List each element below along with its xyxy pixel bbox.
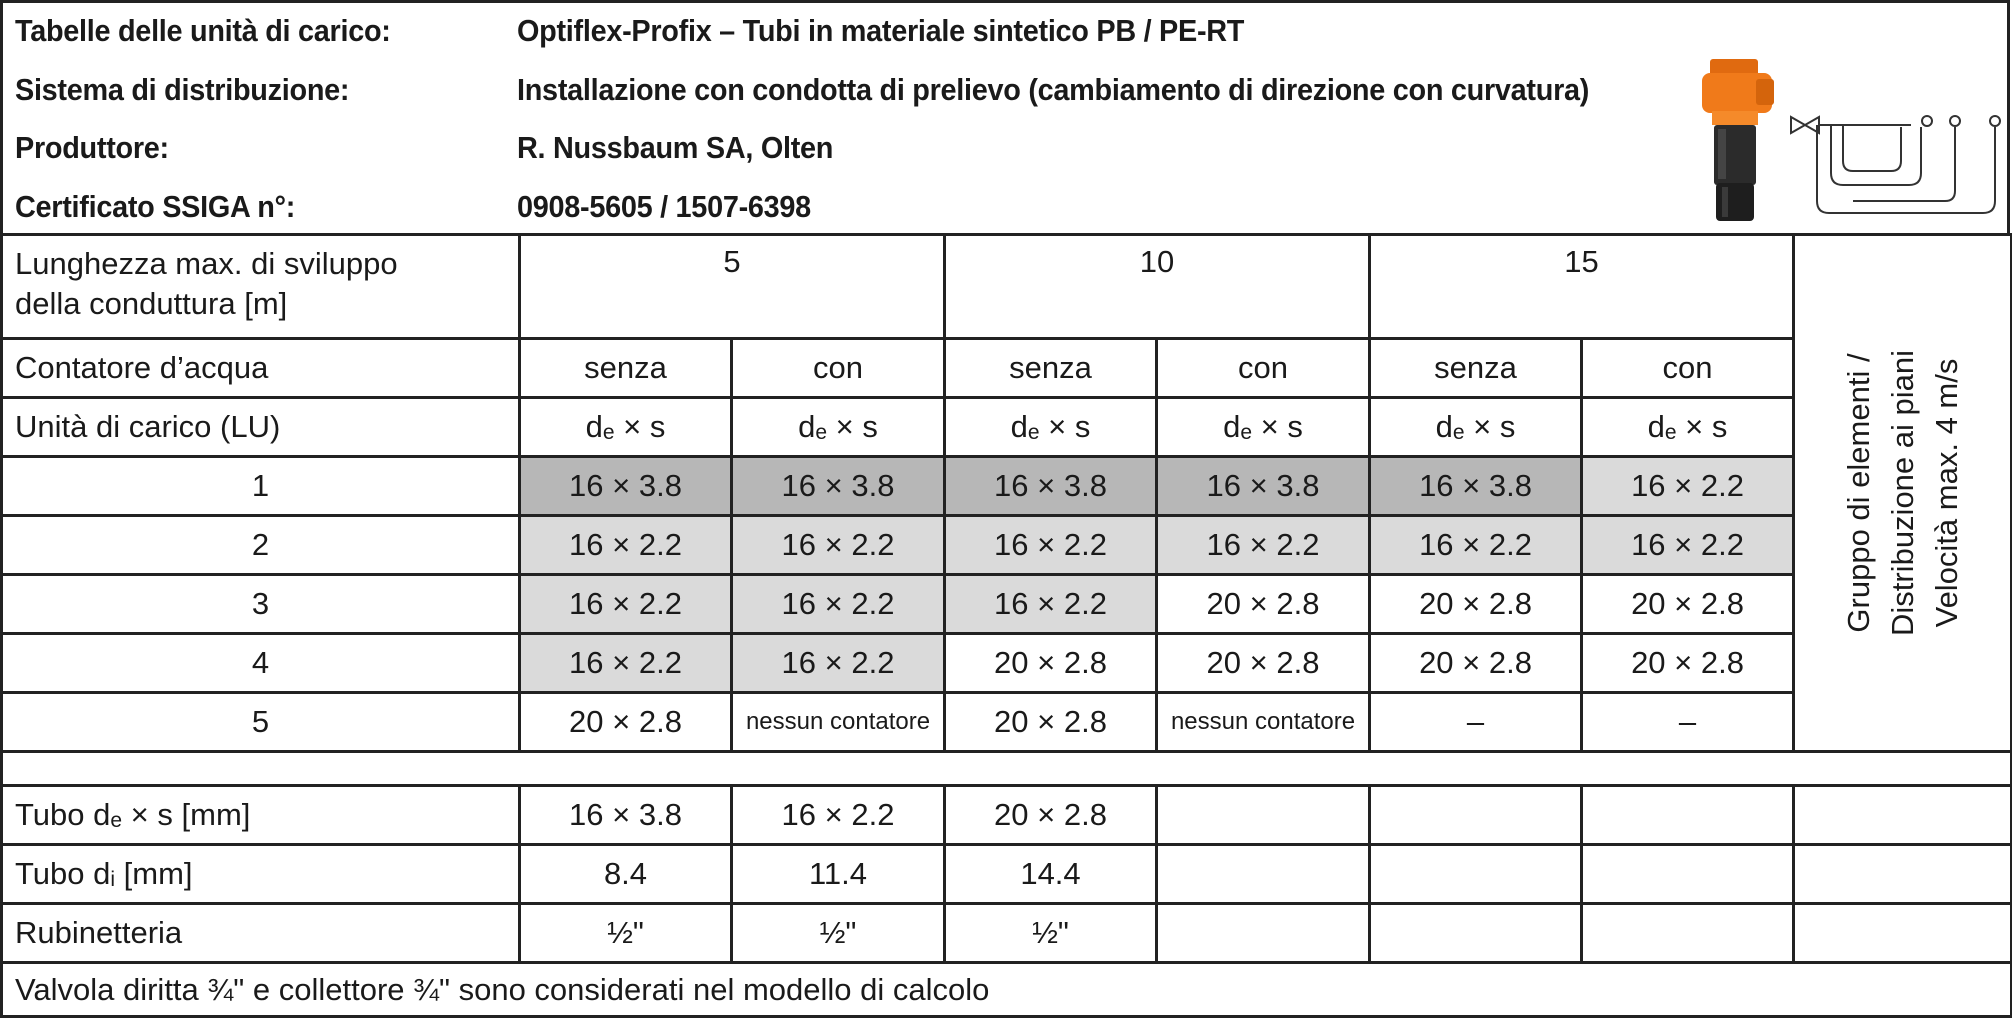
- meter-label: Contatore d’acqua: [2, 339, 520, 398]
- empty-cell: [1370, 845, 1582, 904]
- lu-value: 3: [2, 575, 520, 634]
- footnote: Valvola diritta ¾" e collettore ¾" sono considerati nel modello di calcolo: [2, 963, 2012, 1017]
- dim-symbol-rest: × s: [1039, 409, 1091, 444]
- pipe-outer-value: 20 × 2.8: [945, 786, 1157, 845]
- dimension-cell: 16 × 2.2: [732, 634, 945, 693]
- length-row: [2, 235, 2012, 339]
- dim-symbol: [1582, 398, 1794, 457]
- dimension-cell: 16 × 2.2: [945, 516, 1157, 575]
- empty-cell: [1370, 904, 1582, 963]
- pipe-routing-schematic-icon: [1783, 113, 2012, 223]
- optiflex-fitting-icon: [1696, 59, 1776, 223]
- header-label-certificate: Certificato SSIGA n°:: [15, 189, 296, 224]
- lu-value: 4: [2, 634, 520, 693]
- fittings-value: ½": [520, 904, 732, 963]
- dim-symbol-d: d: [1010, 409, 1028, 444]
- lu-value: 2: [2, 516, 520, 575]
- dimension-cell: 16 × 2.2: [732, 516, 945, 575]
- fittings-label: Rubinetteria: [2, 904, 520, 963]
- dimension-cell: 16 × 2.2: [945, 575, 1157, 634]
- pipe-inner-value: 14.4: [945, 845, 1157, 904]
- dim-symbol-rest: × s: [827, 409, 878, 444]
- pipe-inner-row: [2, 845, 2012, 904]
- dim-symbol: [1157, 398, 1370, 457]
- empty-cell: [1157, 904, 1370, 963]
- dim-symbol-rest: × s: [1252, 409, 1303, 444]
- pipe-outer-value: 16 × 3.8: [520, 786, 732, 845]
- empty-cell: [1794, 845, 2012, 904]
- dimension-cell: 20 × 2.8: [520, 693, 732, 752]
- dimension-cell: 16 × 2.2: [520, 575, 732, 634]
- dimension-cell: 20 × 2.8: [1582, 575, 1794, 634]
- lu-label: Unità di carico (LU): [2, 398, 520, 457]
- dimension-cell: –: [1582, 693, 1794, 752]
- dimension-cell: 16 × 3.8: [1157, 457, 1370, 516]
- length-10: 10: [945, 235, 1370, 339]
- dimension-cell: 16 × 3.8: [732, 457, 945, 516]
- dim-symbol: [945, 398, 1157, 457]
- footnote-row: [2, 963, 2012, 1017]
- dim-symbol-sub: e: [815, 421, 828, 444]
- meter-option: con: [1157, 339, 1370, 398]
- header-block: [0, 0, 2010, 236]
- empty-cell: [1582, 845, 1794, 904]
- table-row: [2, 516, 2012, 575]
- length-label: Lunghezza max. di sviluppo della conduttura [m]: [2, 235, 520, 339]
- length-15: 15: [1370, 235, 1794, 339]
- dim-symbol-d: d: [1435, 409, 1453, 444]
- dimension-cell: 16 × 3.8: [520, 457, 732, 516]
- empty-cell: [1157, 845, 1370, 904]
- side-header-line-1: Gruppo di elementi /: [1840, 353, 1876, 633]
- side-header-line-3: Velocità max. 4 m/s: [1928, 358, 1964, 628]
- table-row: [2, 693, 2012, 752]
- header-label-manufacturer: Produttore:: [15, 130, 169, 165]
- meter-option: senza: [520, 339, 732, 398]
- length-5: 5: [520, 235, 945, 339]
- dim-symbol-sub: e: [602, 421, 615, 444]
- spacer-row: [2, 752, 2012, 786]
- dimension-cell: 16 × 3.8: [1370, 457, 1582, 516]
- empty-cell: [1370, 786, 1582, 845]
- dimension-cell: 16 × 2.2: [732, 575, 945, 634]
- header-label-system: Sistema di distribuzione:: [15, 72, 350, 107]
- dimension-cell: 20 × 2.8: [1157, 575, 1370, 634]
- dimension-cell: 16 × 3.8: [945, 457, 1157, 516]
- header-value-certificate: 0908-5605 / 1507-6398: [517, 189, 811, 224]
- dim-symbol-sub: e: [1452, 421, 1465, 444]
- empty-cell: [1794, 786, 2012, 845]
- pipe-inner-value: 11.4: [732, 845, 945, 904]
- header-value-system: Installazione con condotta di prelievo (cambiamento di direzione con curvatura): [517, 72, 1590, 107]
- dimension-cell: –: [1370, 693, 1582, 752]
- fittings-row: [2, 904, 2012, 963]
- fittings-value: ½": [945, 904, 1157, 963]
- load-unit-table: [0, 233, 2012, 1018]
- side-header: [1794, 235, 2012, 752]
- dimension-cell: 20 × 2.8: [1157, 634, 1370, 693]
- dimension-cell: 20 × 2.8: [1370, 634, 1582, 693]
- side-header-line-2: Distribuzione ai piani: [1884, 349, 1920, 637]
- dimension-cell: 16 × 2.2: [1582, 457, 1794, 516]
- pipe-inner-value: 8.4: [520, 845, 732, 904]
- spacer-cell: [2, 752, 2012, 786]
- table-row: [2, 457, 2012, 516]
- dim-symbol-d: d: [1223, 409, 1241, 444]
- dimension-cell: 16 × 2.2: [1582, 516, 1794, 575]
- empty-cell: [1582, 904, 1794, 963]
- meter-row: [2, 339, 2012, 398]
- pipe-outer-value: 16 × 2.2: [732, 786, 945, 845]
- header-value-table: Optiflex-Profix – Tubi in materiale sintetico PB / PE-RT: [517, 13, 1245, 48]
- dimension-cell: 16 × 2.2: [1157, 516, 1370, 575]
- dim-symbol-rest: × s: [1676, 409, 1728, 444]
- pipe-inner-label: Tubo $d_i$ [mm]: [2, 845, 520, 904]
- table-row: [2, 634, 2012, 693]
- dimension-cell: 16 × 2.2: [1370, 516, 1582, 575]
- dimension-cell: 20 × 2.8: [945, 693, 1157, 752]
- dim-symbol-sub: e: [1664, 421, 1677, 444]
- table-row: [2, 575, 2012, 634]
- dimension-cell: nessun contatore: [1157, 693, 1370, 752]
- empty-cell: [1794, 904, 2012, 963]
- meter-option: senza: [1370, 339, 1582, 398]
- fittings-value: ½": [732, 904, 945, 963]
- meter-option: con: [1582, 339, 1794, 398]
- pipe-outer-row: [2, 786, 2012, 845]
- dim-symbol-d: d: [798, 409, 816, 444]
- empty-cell: [1582, 786, 1794, 845]
- header-label-table: Tabelle delle unità di carico:: [15, 13, 391, 48]
- dim-symbol: [1370, 398, 1582, 457]
- meter-option: senza: [945, 339, 1157, 398]
- dimension-cell: 20 × 2.8: [1370, 575, 1582, 634]
- pipe-outer-label: Tubo $d_e \times s$ [mm]: [2, 786, 520, 845]
- dim-symbol-rest: × s: [614, 409, 666, 444]
- dimension-cell: 16 × 2.2: [520, 516, 732, 575]
- lu-header-row: [2, 398, 2012, 457]
- empty-cell: [1157, 786, 1370, 845]
- dim-symbol: [732, 398, 945, 457]
- dim-symbol-rest: × s: [1464, 409, 1516, 444]
- dim-symbol: [520, 398, 732, 457]
- lu-value: 1: [2, 457, 520, 516]
- dim-symbol-sub: e: [1240, 421, 1253, 444]
- dim-symbol-d: d: [585, 409, 603, 444]
- dim-symbol-sub: e: [1027, 421, 1040, 444]
- dimension-cell: 20 × 2.8: [945, 634, 1157, 693]
- dimension-cell: 20 × 2.8: [1582, 634, 1794, 693]
- lu-value: 5: [2, 693, 520, 752]
- dimension-cell: nessun contatore: [732, 693, 945, 752]
- dim-symbol-d: d: [1647, 409, 1665, 444]
- dimension-cell: 16 × 2.2: [520, 634, 732, 693]
- meter-option: con: [732, 339, 945, 398]
- header-value-manufacturer: R. Nussbaum SA, Olten: [517, 130, 834, 165]
